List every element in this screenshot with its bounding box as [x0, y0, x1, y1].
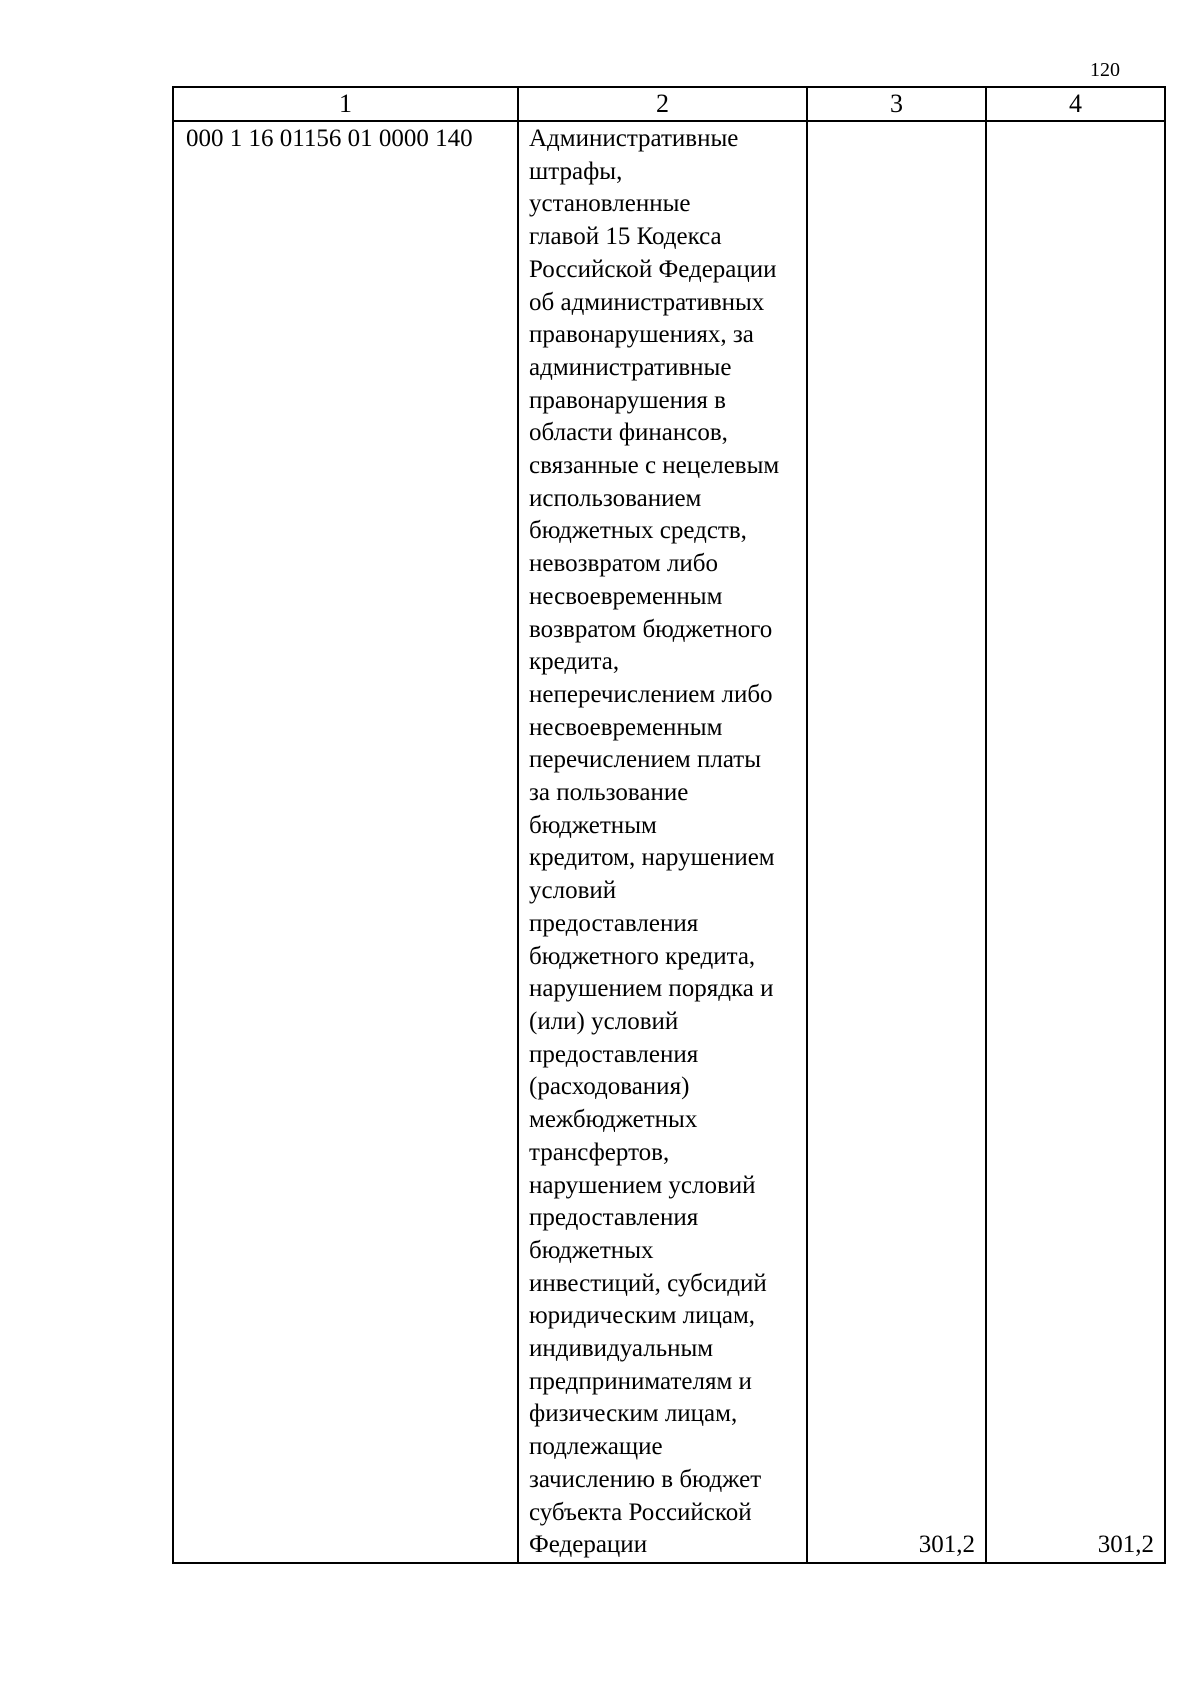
description-line: зачислению в бюджет — [529, 1465, 762, 1493]
description-line: кредита, — [529, 648, 620, 676]
table-header-row — [173, 87, 1165, 121]
amount-cell-col4: 301,2 — [986, 121, 1165, 1563]
description-line: (расходования) — [529, 1073, 690, 1101]
description-line: штрафы, — [529, 157, 623, 185]
description-line: подлежащие — [529, 1433, 663, 1461]
description-line: административные — [529, 353, 732, 381]
description-line: связанные с нецелевым — [529, 452, 780, 480]
description-line: Российской Федерации — [529, 255, 777, 283]
column-header-4: 4 — [986, 87, 1165, 121]
description-line: нарушением условий — [529, 1171, 756, 1199]
column-header-1: 1 — [173, 87, 518, 121]
description-line: юридическим лицам, — [529, 1302, 756, 1330]
description-line: бюджетным — [529, 811, 657, 839]
description-line: межбюджетных — [529, 1106, 698, 1134]
description-line: бюджетных — [529, 1236, 654, 1264]
description-line: трансфертов, — [529, 1138, 670, 1166]
description-line: несвоевременным — [529, 713, 723, 741]
description-line: несвоевременным — [529, 582, 723, 610]
description-line: бюджетного кредита, — [529, 942, 756, 970]
amount-cell-col3: 301,2 — [807, 121, 986, 1563]
description-line: бюджетных средств, — [529, 517, 747, 545]
description-line: использованием — [529, 484, 702, 512]
page-number: 120 — [1090, 59, 1120, 81]
description-line: правонарушениях, за — [529, 321, 754, 349]
description-line: перечислением платы — [529, 746, 762, 774]
description-line: инвестиций, субсидий — [529, 1269, 767, 1297]
description-line: возвратом бюджетного — [529, 615, 773, 643]
description-line: за пользование — [529, 779, 689, 807]
description-line: предоставления — [529, 1040, 699, 1068]
classification-code-cell: 000 1 16 01156 01 0000 140 — [173, 121, 518, 1563]
description-line: нарушением порядка и — [529, 975, 774, 1003]
description-line: предоставления — [529, 1204, 699, 1232]
description-line: невозвратом либо — [529, 550, 719, 578]
description-line: Федерации — [529, 1531, 648, 1559]
budget-table — [172, 86, 1166, 1564]
table-row — [173, 121, 1165, 1563]
description-line: предпринимателям и — [529, 1367, 752, 1395]
description-line: субъекта Российской — [529, 1498, 752, 1526]
description-line: индивидуальным — [529, 1335, 714, 1363]
description-line: об административных — [529, 288, 765, 316]
description-cell — [518, 121, 807, 1563]
description-line: условий — [529, 877, 617, 905]
description-line: установленные — [529, 190, 691, 218]
description-line: правонарушения в — [529, 386, 726, 414]
description-line: физическим лицам, — [529, 1400, 738, 1428]
description-line: (или) условий — [529, 1007, 679, 1035]
column-header-3: 3 — [807, 87, 986, 121]
description-line: Административные — [529, 125, 739, 152]
description-line: неперечислением либо — [529, 680, 773, 708]
description-line: области финансов, — [529, 419, 728, 447]
description-line: главой 15 Кодекса — [529, 223, 722, 251]
description-line: кредитом, нарушением — [529, 844, 775, 872]
description-line: предоставления — [529, 909, 699, 937]
column-header-2: 2 — [518, 87, 807, 121]
description-text — [529, 123, 806, 1562]
